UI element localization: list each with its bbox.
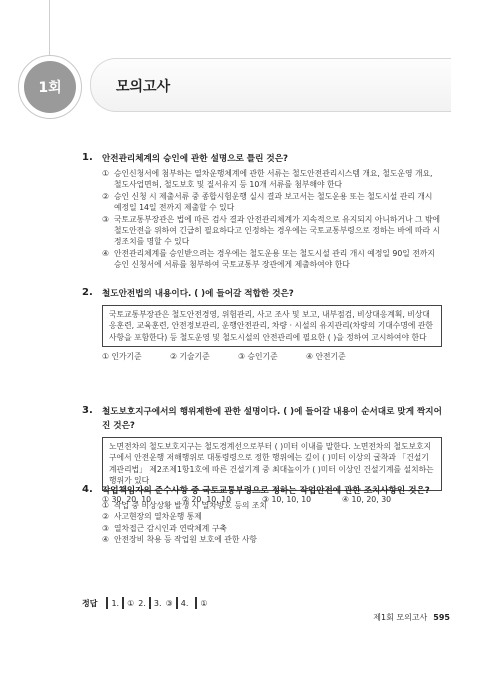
answer-separator xyxy=(149,597,151,609)
answer-question: ③ xyxy=(165,598,173,608)
option-item xyxy=(102,248,442,271)
choice-4: ④ 안전기준 xyxy=(306,352,346,362)
option-mark: ① xyxy=(102,501,109,510)
option-item xyxy=(102,523,442,534)
option-text: 안전관리체계를 승인받으려는 경우에는 철도운용 또는 철도시설 관리 개시 예정일 90일 전까지 승인 신청서에 서류를 첨부하여 국토교통부 장관에게 제출하여야 한다 xyxy=(114,248,435,270)
option-mark: ④ xyxy=(102,535,109,545)
choice-4: ④ 10, 20, 30 xyxy=(342,494,392,504)
session-badge: 1회 xyxy=(24,61,76,113)
question-text: 철도안전법의 내용이다. ( )에 들어갈 적합한 것은? xyxy=(102,289,294,299)
answer-question: 1. xyxy=(111,598,120,608)
option-text: 안전장비 착용 등 작업원 보호에 관한 사항 xyxy=(114,535,257,545)
question-number: 4. xyxy=(82,484,93,495)
option-item xyxy=(102,511,442,522)
answer-pair xyxy=(111,597,134,609)
choice-1: ① 30, 20, 10 xyxy=(102,494,152,504)
choice-3: ③ 10, 10, 10 xyxy=(262,494,312,504)
option-text: 사고현장의 열차운행 통제 xyxy=(114,512,202,522)
footer-section: 제1회 모의고사 xyxy=(373,613,428,622)
choice-2: ② 기술기준 xyxy=(170,352,210,362)
option-list xyxy=(102,168,442,271)
question-number: 3. xyxy=(82,405,93,416)
choice-row xyxy=(102,351,442,362)
option-mark: ③ xyxy=(102,523,109,533)
option-text: 승인 신청 시 제출서류 중 종합시험운행 실시 결과 보고서는 철도운용 또는 철도시설 관리 개시 예정일 14일 전까지 제출할 수 있다 xyxy=(114,191,433,213)
question-2 xyxy=(82,287,442,362)
choice-2: ② 20, 10, 10 xyxy=(182,494,232,504)
answer-value: ① xyxy=(200,598,208,608)
page-title: 모의고사 xyxy=(116,79,171,95)
choice-3: ③ 승인기준 xyxy=(238,352,278,362)
question-number: 1. xyxy=(82,152,93,163)
answer-pair xyxy=(138,597,161,609)
option-item xyxy=(102,534,442,545)
option-text: 열차접근 감시인과 연락체계 구축 xyxy=(114,523,227,533)
question-number: 2. xyxy=(82,287,93,298)
badge-leader-line xyxy=(49,0,50,55)
answer-key-label: 정답 xyxy=(82,598,98,608)
option-text: 승인신청서에 첨부하는 열차운행체계에 관한 서류는 철도안전관리시스템 개요, 철도운영 개요, 철도사업면허, 철도보호 및 질서유지 등 10개 서류를 첨부해야 한다 xyxy=(114,169,433,190)
page-footer xyxy=(373,612,450,623)
answer-value: 4. xyxy=(180,598,189,608)
option-item xyxy=(102,214,442,248)
answer-value: ① xyxy=(127,598,135,608)
question-1 xyxy=(82,152,442,271)
passage-box: 국토교통부장관은 철도안전경영, 위험관리, 사고 조사 및 보고, 내부점검, 비상대응계획, 비상대응훈련, 교육훈련, 안전정보관리, 운행안전관리, 차량 · 시설의 유지관리(차량의 기대수명에 관한 사항을 포함한다) 등 철도운영 및 철도시설의 안전관리에 필요한 ( )을 정하여 고시하여야 한다 xyxy=(102,305,442,347)
option-mark: ④ xyxy=(102,248,109,258)
answer-separator xyxy=(122,597,124,609)
option-mark: ① xyxy=(102,169,109,178)
answer-separator xyxy=(195,597,197,609)
answer-question: 2. xyxy=(138,598,146,608)
option-mark: ② xyxy=(102,512,109,522)
question-text: 작업책임자의 준수사항 중 국토교통부령으로 정하는 작업안전에 관한 조치사항인 것은? xyxy=(102,486,430,496)
option-text: 작업 중 비상상황 발생 시 열차방호 등의 조치 xyxy=(114,501,267,510)
option-item xyxy=(102,168,442,191)
answer-separator xyxy=(106,597,108,609)
answer-pair xyxy=(192,597,207,609)
answer-separator xyxy=(176,597,178,609)
question-4 xyxy=(82,484,442,546)
question-text: 철도보호지구에서의 행위제한에 관한 설명이다. ( )에 들어갈 내용이 순서대로 맞게 짝지어진 것은? xyxy=(102,407,442,431)
option-mark: ③ xyxy=(102,214,109,224)
option-item xyxy=(102,191,442,214)
choice-1: ① 인가기준 xyxy=(102,352,142,362)
answer-pair xyxy=(166,597,189,609)
option-text: 국토교통부장관은 법에 따른 검사 결과 안전관리체계가 지속적으로 유지되지 아니하거나 그 밖에 철도안전을 위하여 긴급히 필요하다고 인정하는 경우에는 국토교통부령으로 정하는 바에 따라 시정조치를 명할 수 있다 xyxy=(114,214,441,247)
passage-box: 노면전차의 철도보호지구는 철도경계선으로부터 ( )미터 이내를 말한다. 노면전차의 철도보호지구에서 안전운행 저해행위로 대통령령으로 정한 행위에는 깊이 ( )미터 이상의 굴착과 「건설기계관리법」 제2조제1항1호에 따른 건설기계 중 최대높이가 ( )미터 이상인 건설기계를 설치하는 행위가 있다 xyxy=(102,437,442,491)
option-list xyxy=(102,500,442,546)
answer-key xyxy=(82,597,212,609)
option-mark: ② xyxy=(102,191,109,201)
page-number: 595 xyxy=(433,613,450,622)
option-item xyxy=(102,500,442,511)
question-text: 안전관리체계의 승인에 관한 설명으로 틀린 것은? xyxy=(102,154,288,164)
answer-value: 3. xyxy=(153,598,162,608)
